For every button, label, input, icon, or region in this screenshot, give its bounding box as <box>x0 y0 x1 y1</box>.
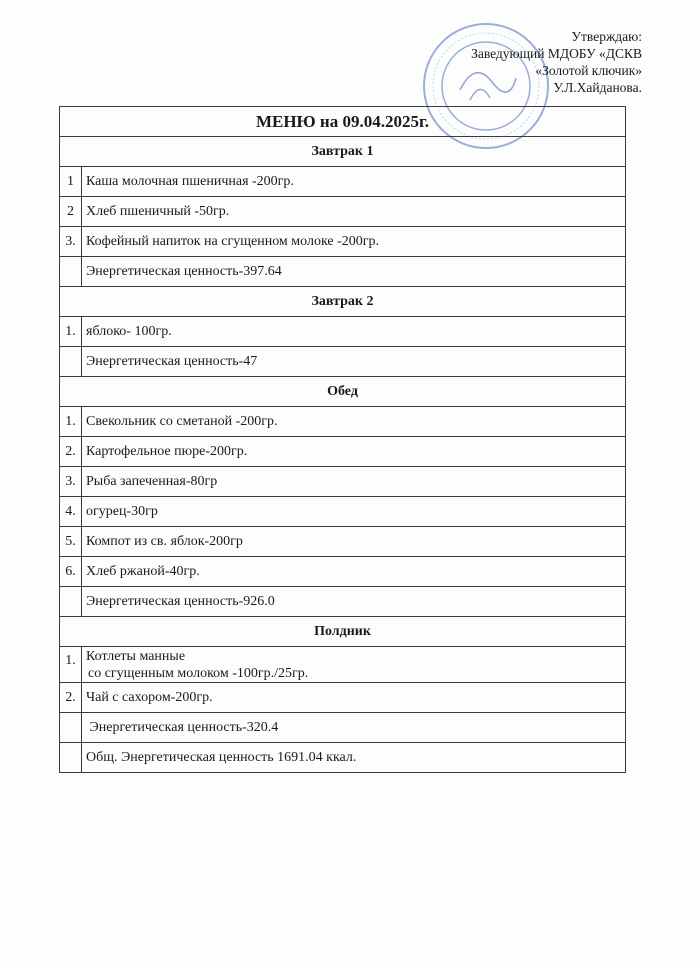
section-row <box>60 377 626 407</box>
energy-value: Энергетическая ценность-47 <box>82 347 626 377</box>
section-row <box>60 287 626 317</box>
item-number: 1 <box>60 167 82 197</box>
table-row <box>60 743 626 773</box>
table-row <box>60 347 626 377</box>
item-number: 2. <box>60 683 82 713</box>
item-number: 2 <box>60 197 82 227</box>
table-row <box>60 527 626 557</box>
item-text: Компот из св. яблок-200гр <box>82 527 626 557</box>
table-row <box>60 407 626 437</box>
section-heading-snack: Полдник <box>60 617 626 647</box>
approval-block <box>471 28 642 96</box>
item-text: Чай с сахором-200гр. <box>82 683 626 713</box>
energy-value: Энергетическая ценность-320.4 <box>82 713 626 743</box>
table-row <box>60 257 626 287</box>
item-text <box>82 647 626 683</box>
item-number: 1. <box>60 407 82 437</box>
approval-line: «Золотой ключик» <box>535 63 642 78</box>
energy-value: Энергетическая ценность-397.64 <box>82 257 626 287</box>
table-row <box>60 557 626 587</box>
item-number: 5. <box>60 527 82 557</box>
table-row <box>60 197 626 227</box>
item-text: Рыба запеченная-80гр <box>82 467 626 497</box>
menu-title: МЕНЮ на 09.04.2025г. <box>60 107 626 137</box>
item-number: 2. <box>60 437 82 467</box>
item-text: огурец-30гр <box>82 497 626 527</box>
item-text-line: со сгущенным молоком -100гр./25гр. <box>88 665 309 681</box>
item-number: 3. <box>60 467 82 497</box>
item-text: Кофейный напиток на сгущенном молоке -200гр. <box>82 227 626 257</box>
menu-title-row <box>60 107 626 137</box>
total-energy: Общ. Энергетическая ценность 1691.04 ккал. <box>82 743 626 773</box>
section-heading-lunch: Обед <box>60 377 626 407</box>
item-text: Хлеб ржаной-40гр. <box>82 557 626 587</box>
approval-line: Заведующий МДОБУ «ДСКВ <box>471 46 642 61</box>
table-row <box>60 587 626 617</box>
energy-value: Энергетическая ценность-926.0 <box>82 587 626 617</box>
item-number: 1. <box>60 647 82 683</box>
table-row <box>60 647 626 683</box>
item-number: 3. <box>60 227 82 257</box>
section-row <box>60 137 626 167</box>
item-text: Свекольник со сметаной -200гр. <box>82 407 626 437</box>
item-number: 6. <box>60 557 82 587</box>
item-text-line: Котлеты манные <box>86 648 186 664</box>
item-text: Хлеб пшеничный -50гр. <box>82 197 626 227</box>
item-number <box>60 713 82 743</box>
item-text: Картофельное пюре-200гр. <box>82 437 626 467</box>
section-heading-breakfast2: Завтрак 2 <box>60 287 626 317</box>
item-number: 1. <box>60 317 82 347</box>
approval-line: Утверждаю: <box>571 29 642 44</box>
item-number <box>60 347 82 377</box>
item-number <box>60 743 82 773</box>
table-row <box>60 167 626 197</box>
item-number: 4. <box>60 497 82 527</box>
approval-line: У.Л.Хайданова. <box>553 80 642 95</box>
item-number <box>60 587 82 617</box>
table-row <box>60 713 626 743</box>
item-number <box>60 257 82 287</box>
section-row <box>60 617 626 647</box>
menu-table <box>59 106 626 773</box>
item-text: яблоко- 100гр. <box>82 317 626 347</box>
section-heading-breakfast1: Завтрак 1 <box>60 137 626 167</box>
table-row <box>60 497 626 527</box>
table-row <box>60 467 626 497</box>
table-row <box>60 317 626 347</box>
item-text: Каша молочная пшеничная -200гр. <box>82 167 626 197</box>
table-row <box>60 683 626 713</box>
table-row <box>60 437 626 467</box>
table-row <box>60 227 626 257</box>
